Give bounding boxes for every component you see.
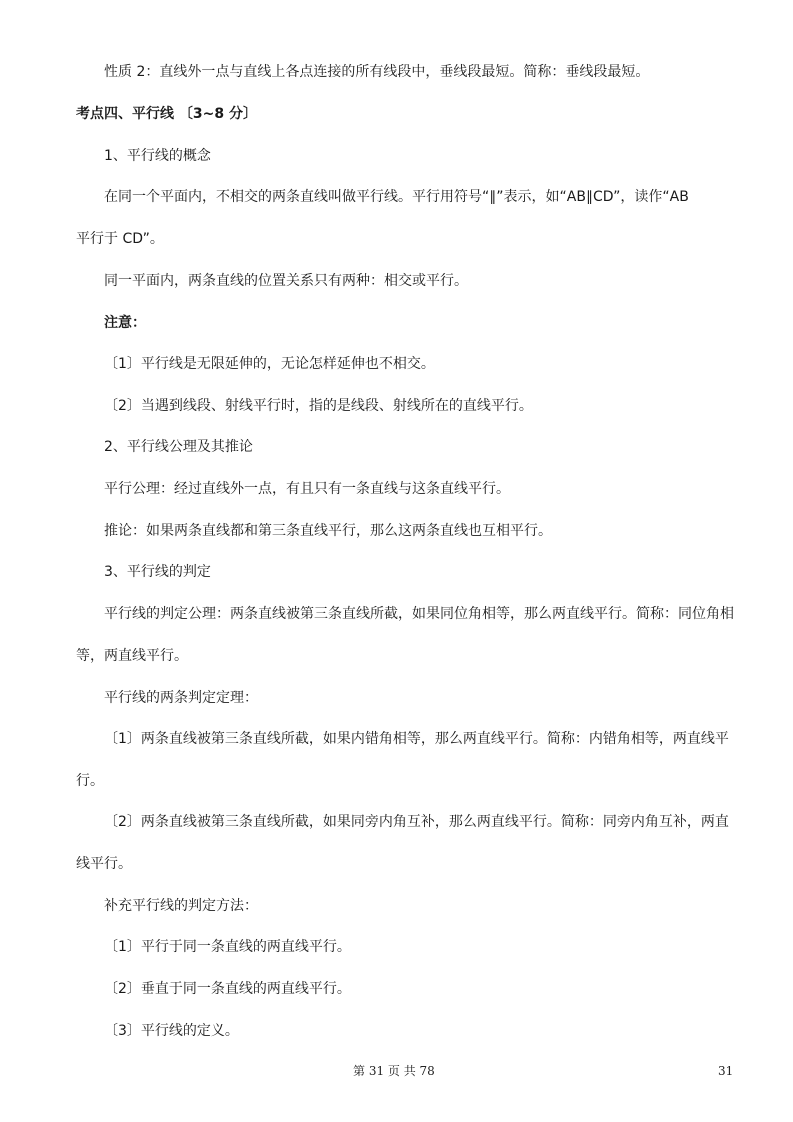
page-number: 31 bbox=[718, 1064, 734, 1078]
paragraph-position-relation: 同一平面内，两条直线的位置关系只有两种：相交或平行。 bbox=[104, 273, 468, 289]
paragraph-corollary: 推论：如果两条直线都和第三条直线平行，那么这两条直线也互相平行。 bbox=[104, 523, 552, 539]
supplementary-item-1: 〔1〕平行于同一条直线的两直线平行。 bbox=[104, 939, 351, 955]
theorem-1-line-1: 〔1〕两条直线被第三条直线所截，如果内错角相等，那么两直线平行。简称：内错角相等，两直线平 bbox=[104, 731, 729, 747]
theorem-2-line-2: 线平行。 bbox=[76, 856, 132, 872]
paragraph-criterion-axiom-line-1: 平行线的判定公理：两条直线被第三条直线所截，如果同位角相等，那么两直线平行。简称：同位角相 bbox=[104, 606, 734, 622]
supplementary-item-3: 〔3〕平行线的定义。 bbox=[104, 1023, 239, 1039]
paragraph-definition-line-2: 平行于 CD”。 bbox=[76, 231, 164, 247]
theorem-1-line-2: 行。 bbox=[76, 773, 104, 789]
paragraph-two-criterion-theorems: 平行线的两条判定定理： bbox=[104, 690, 258, 706]
subheading-criteria: 3、平行线的判定 bbox=[104, 564, 211, 580]
paragraph-definition-line-1: 在同一个平面内，不相交的两条直线叫做平行线。平行用符号“∥”表示，如“AB∥CD”，读作“AB bbox=[104, 189, 689, 205]
note-item-1: 〔1〕平行线是无限延伸的，无论怎样延伸也不相交。 bbox=[104, 356, 435, 372]
note-item-2: 〔2〕当遇到线段、射线平行时，指的是线段、射线所在的直线平行。 bbox=[104, 398, 533, 414]
paragraph-parallel-axiom: 平行公理：经过直线外一点，有且只有一条直线与这条直线平行。 bbox=[104, 481, 510, 497]
section-heading-parallel-lines: 考点四、平行线 〔3~8 分〕 bbox=[76, 106, 257, 122]
note-heading: 注意： bbox=[104, 315, 146, 331]
property-2-perpendicular-shortest: 性质 2：直线外一点与直线上各点连接的所有线段中，垂线段最短。简称：垂线段最短。 bbox=[104, 64, 650, 80]
page-footer-label: 第 31 页 共 78 bbox=[353, 1064, 435, 1078]
supplementary-item-2: 〔2〕垂直于同一条直线的两直线平行。 bbox=[104, 981, 351, 997]
paragraph-supplementary-methods: 补充平行线的判定方法： bbox=[104, 898, 258, 914]
subheading-concept: 1、平行线的概念 bbox=[104, 148, 211, 164]
paragraph-criterion-axiom-line-2: 等，两直线平行。 bbox=[76, 648, 188, 664]
theorem-2-line-1: 〔2〕两条直线被第三条直线所截，如果同旁内角互补，那么两直线平行。简称：同旁内角互补，两直 bbox=[104, 814, 729, 830]
subheading-axiom-and-corollary: 2、平行线公理及其推论 bbox=[104, 439, 253, 455]
